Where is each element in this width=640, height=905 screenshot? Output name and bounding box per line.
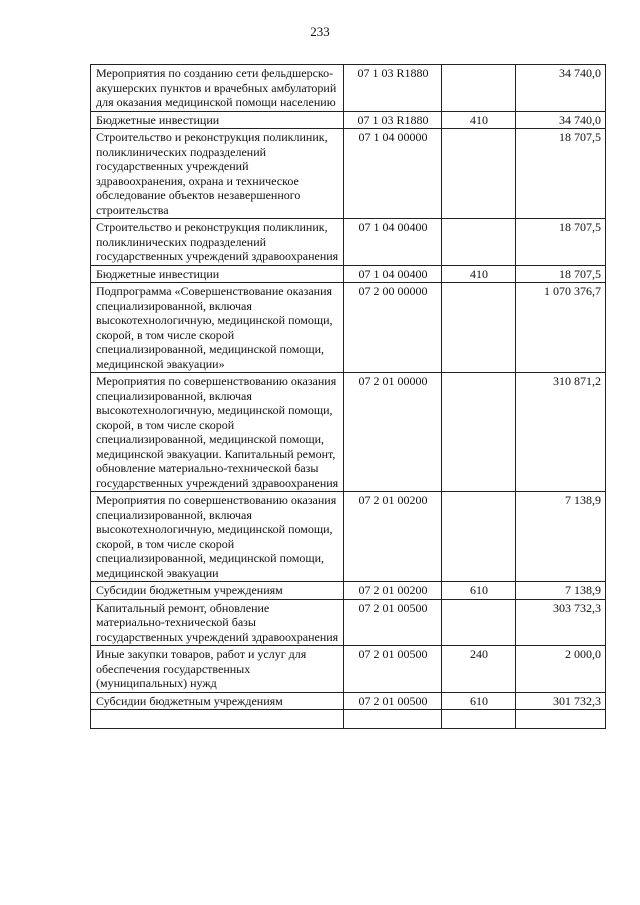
row-name: Иные закупки товаров, работ и услуг для обеспечения государственных (муниципальных) нужд [91,646,344,693]
table-row [91,692,606,710]
row-name: Мероприятия по совершенствованию оказания специализированной, включая высокотехнологичную, медицинской помощи, скорой, в том числе скорой специализированной, медицинской помощи, медицинской эвакуации [91,492,344,582]
row-name: Подпрограмма «Совершенствование оказания специализированной, включая высокотехнологичную, медицинской помощи, скорой, в том числе скорой специализированной, медицинской помощи, медицинской эвакуации» [91,283,344,373]
row-sum: 18 707,5 [516,265,606,283]
row-code: 07 2 01 00200 [344,582,442,600]
row-vr [442,283,516,373]
row-vr [442,65,516,112]
row-code: 07 1 03 R1880 [344,111,442,129]
page-number: 233 [310,24,330,39]
table-row [91,129,606,219]
empty-cell [344,710,442,729]
row-vr: 610 [442,582,516,600]
row-sum: 34 740,0 [516,111,606,129]
row-code: 07 1 04 00400 [344,219,442,266]
row-vr [442,492,516,582]
table-row [91,65,606,112]
row-code: 07 1 04 00000 [344,129,442,219]
row-name: Субсидии бюджетным учреждениям [91,692,344,710]
row-vr: 410 [442,111,516,129]
row-code: 07 2 01 00200 [344,492,442,582]
row-sum: 7 138,9 [516,582,606,600]
row-name: Мероприятия по созданию сети фельдшерско-акушерских пунктов и врачебных амбулаторий для оказания медицинской помощи населению [91,65,344,112]
table-row [91,373,606,492]
empty-cell [91,710,344,729]
row-code: 07 2 01 00500 [344,646,442,693]
row-name: Капитальный ремонт, обновление материально-технической базы государственных учреждений здравоохранения [91,599,344,646]
row-code: 07 2 00 00000 [344,283,442,373]
table-row [91,265,606,283]
table-row [91,219,606,266]
budget-table-body [91,65,606,729]
row-sum: 303 732,3 [516,599,606,646]
empty-cell [442,710,516,729]
row-vr [442,219,516,266]
row-sum: 2 000,0 [516,646,606,693]
row-vr: 610 [442,692,516,710]
row-code: 07 2 01 00500 [344,599,442,646]
row-name: Строительство и реконструкция поликлиник, поликлинических подразделений государственных учреждений здравоохранения [91,219,344,266]
table-row [91,111,606,129]
row-vr [442,599,516,646]
table-row [91,599,606,646]
row-sum: 310 871,2 [516,373,606,492]
row-name: Строительство и реконструкция поликлиник, поликлинических подразделений государственных учреждений здравоохранения, охрана и техническое обследование объектов незавершенного строительства [91,129,344,219]
table-row [91,492,606,582]
row-name: Бюджетные инвестиции [91,111,344,129]
table-row-empty [91,710,606,729]
row-vr [442,373,516,492]
row-sum: 1 070 376,7 [516,283,606,373]
row-name: Бюджетные инвестиции [91,265,344,283]
row-vr: 240 [442,646,516,693]
row-code: 07 2 01 00500 [344,692,442,710]
table-row [91,283,606,373]
row-sum: 301 732,3 [516,692,606,710]
row-vr [442,129,516,219]
table-row [91,582,606,600]
budget-table [90,64,606,729]
row-code: 07 2 01 00000 [344,373,442,492]
row-code: 07 1 04 00400 [344,265,442,283]
row-sum: 34 740,0 [516,65,606,112]
row-vr: 410 [442,265,516,283]
row-name: Субсидии бюджетным учреждениям [91,582,344,600]
row-sum: 7 138,9 [516,492,606,582]
table-row [91,646,606,693]
row-sum: 18 707,5 [516,129,606,219]
row-name: Мероприятия по совершенствованию оказания специализированной, включая высокотехнологичную, медицинской помощи, скорой, в том числе скорой специализированной, медицинской помощи, медицинской эвакуации. Капитальный ремонт, обновление материально-технической базы государственных учреждений здравоохранения [91,373,344,492]
row-code: 07 1 03 R1880 [344,65,442,112]
empty-cell [516,710,606,729]
row-sum: 18 707,5 [516,219,606,266]
